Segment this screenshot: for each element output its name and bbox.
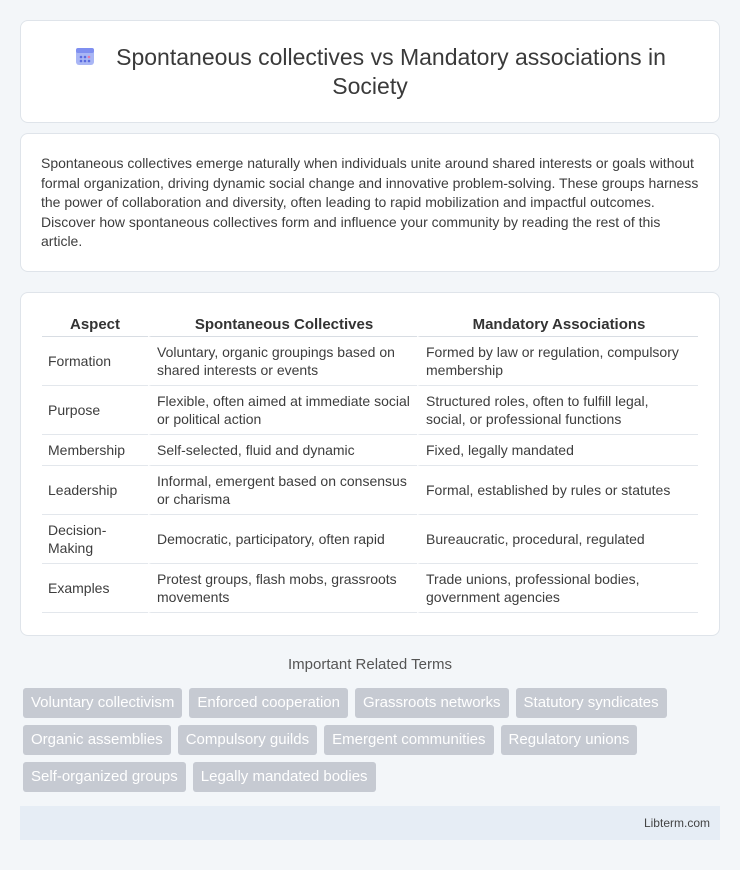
cell-spontaneous: Flexible, often aimed at immediate social or political action (148, 386, 417, 435)
related-term-tag[interactable]: Compulsory guilds (178, 725, 317, 755)
cell-mandatory: Structured roles, often to fulfill legal, social, or professional functions (417, 386, 698, 435)
related-term-tag[interactable]: Organic assemblies (23, 725, 171, 755)
cell-mandatory: Trade unions, professional bodies, government agencies (417, 564, 698, 613)
title-card (20, 20, 720, 123)
related-terms-list (23, 688, 723, 799)
page-title (51, 43, 689, 101)
comparison-table-card (20, 292, 720, 636)
cell-aspect: Membership (42, 435, 148, 466)
cell-aspect: Formation (42, 337, 148, 386)
cell-aspect: Examples (42, 564, 148, 613)
cell-mandatory: Bureaucratic, procedural, regulated (417, 515, 698, 564)
cell-mandatory: Fixed, legally mandated (417, 435, 698, 466)
header-spontaneous: Spontaneous Collectives (148, 315, 417, 337)
related-term-tag[interactable]: Emergent communities (324, 725, 493, 755)
comparison-table (42, 315, 698, 613)
cell-mandatory: Formal, established by rules or statutes (417, 466, 698, 515)
table-row (42, 386, 698, 435)
cell-spontaneous: Democratic, participatory, often rapid (148, 515, 417, 564)
cell-spontaneous: Self-selected, fluid and dynamic (148, 435, 417, 466)
cell-spontaneous: Voluntary, organic groupings based on shared interests or events (148, 337, 417, 386)
cell-aspect: Purpose (42, 386, 148, 435)
footer (20, 806, 720, 840)
page-title-text: Spontaneous collectives vs Mandatory associations in Society (116, 43, 666, 99)
table-row (42, 466, 698, 515)
cell-spontaneous: Protest groups, flash mobs, grassroots movements (148, 564, 417, 613)
footer-site-link[interactable]: Libterm.com (643, 816, 710, 830)
table-row (42, 435, 698, 466)
related-term-tag[interactable]: Voluntary collectivism (23, 688, 182, 718)
related-terms-title: Important Related Terms (288, 656, 452, 673)
table-row (42, 515, 698, 564)
related-term-tag[interactable]: Grassroots networks (355, 688, 509, 718)
related-term-tag[interactable]: Regulatory unions (501, 725, 638, 755)
header-aspect: Aspect (42, 315, 148, 337)
table-row (42, 337, 698, 386)
intro-paragraph: Spontaneous collectives emerge naturally when individuals unite around shared interests or goals without formal organization, driving dynamic social change and innovative problem-solving. These groups harness the power of collaboration and diversity, often leading to rapid mobilization and impactful outcomes. Discover how spontaneous collectives form and influence your community by reading the rest of this article. (41, 155, 699, 250)
cell-aspect: Decision-Making (42, 515, 148, 564)
related-term-tag[interactable]: Enforced cooperation (189, 688, 348, 718)
document-list-icon (74, 45, 96, 67)
cell-mandatory: Formed by law or regulation, compulsory membership (417, 337, 698, 386)
related-term-tag[interactable]: Statutory syndicates (516, 688, 667, 718)
header-mandatory: Mandatory Associations (417, 315, 698, 337)
table-row (42, 564, 698, 613)
cell-aspect: Leadership (42, 466, 148, 515)
cell-spontaneous: Informal, emergent based on consensus or charisma (148, 466, 417, 515)
related-term-tag[interactable]: Self-organized groups (23, 762, 186, 792)
intro-card (20, 133, 720, 272)
related-term-tag[interactable]: Legally mandated bodies (193, 762, 376, 792)
